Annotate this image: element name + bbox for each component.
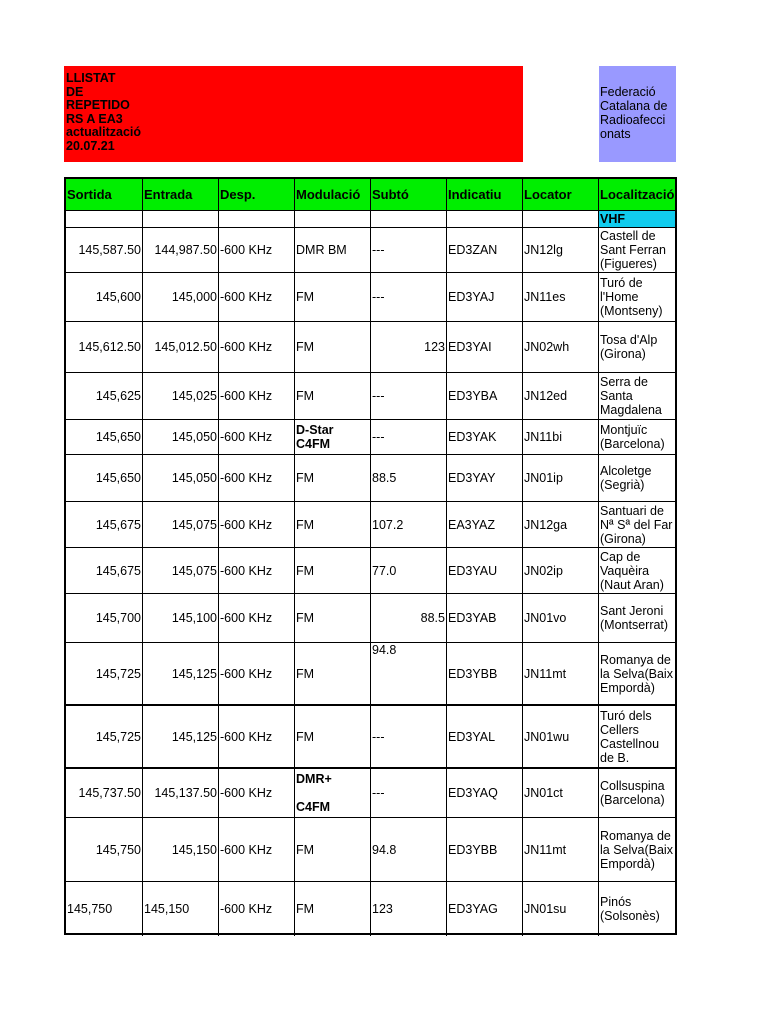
sortida-cell: 145,725 [66,643,143,704]
locator-cell: JN01su [523,882,599,936]
header-locator: Locator [523,179,599,210]
locator-cell: JN02ip [523,548,599,593]
entrada-cell: 145,125 [143,643,219,704]
subto-cell: 88.5 [371,594,447,642]
locator-cell: JN12ga [523,502,599,547]
organization-name: Federació Catalana de Radioafecci onats [600,85,668,141]
entrada-cell: 144,987.50 [143,228,219,272]
modulacio-cell: FM [295,594,371,642]
desp-cell: -600 KHz [219,882,295,936]
subto-cell: --- [371,769,447,817]
table-row [66,818,675,882]
entrada-cell: 145,150 [143,882,219,936]
indicatiu-cell: ED3YAI [447,322,523,372]
entrada-cell: 145,075 [143,502,219,547]
subto-cell: 94.8 [371,643,447,704]
locator-cell: JN01ip [523,455,599,501]
table-row [66,643,675,706]
organization-box [599,66,676,162]
desp-cell: -600 KHz [219,769,295,817]
modulacio-cell: DMR BM [295,228,371,272]
desp-cell: -600 KHz [219,322,295,372]
subto-cell: 123 [371,882,447,936]
entrada-cell: 145,000 [143,273,219,321]
entrada-cell: 145,050 [143,420,219,454]
subto-cell: 88.5 [371,455,447,501]
entrada-cell: 145,025 [143,373,219,419]
indicatiu-cell: ED3YAB [447,594,523,642]
sortida-cell: 145,650 [66,455,143,501]
desp-cell: -600 KHz [219,643,295,704]
sortida-cell: 145,650 [66,420,143,454]
locator-cell: JN12ed [523,373,599,419]
modulacio-cell: FM [295,706,371,767]
table-row [66,455,675,502]
localitzacio-cell: Castell de Sant Ferran (Figueres) [600,229,667,271]
localitzacio-cell: Pinós (Solsonès) [600,895,660,923]
indicatiu-cell: ED3YBB [447,643,523,704]
localitzacio-cell: Turó de l'Home (Montseny) [600,276,663,318]
localitzacio-cell: Romanya de la Selva(Baix Empordà) [600,828,673,871]
indicatiu-cell: ED3YAU [447,548,523,593]
sortida-cell: 145,750 [66,818,143,881]
locator-cell: JN11es [523,273,599,321]
document-title: LLISTAT DE REPETIDO RS A EA3 actualització 20.07.21 [66,71,142,153]
subto-cell: 107.2 [371,502,447,547]
title-box [64,66,523,162]
sortida-cell: 145,612.50 [66,322,143,372]
indicatiu-cell: ED3YAL [447,706,523,767]
modulacio-cell: DMR+ C4FM [295,769,371,817]
subto-cell: --- [371,420,447,454]
indicatiu-cell: ED3YBA [447,373,523,419]
sortida-cell: 145,750 [66,882,143,936]
sortida-cell: 145,587.50 [66,228,143,272]
modulacio-cell: FM [295,502,371,547]
localitzacio-cell: Turó dels Cellers Castellnou de B. [600,708,660,765]
locator-cell: JN01vo [523,594,599,642]
indicatiu-cell: ED3YAY [447,455,523,501]
subto-cell: --- [371,373,447,419]
locator-cell: JN11mt [523,643,599,704]
sortida-cell: 145,700 [66,594,143,642]
locator-cell: JN01wu [523,706,599,767]
locator-cell: JN01ct [523,769,599,817]
modulacio-cell: D-Star C4FM [295,420,371,454]
indicatiu-cell: ED3YAJ [447,273,523,321]
desp-cell: -600 KHz [219,502,295,547]
indicatiu-cell: ED3YAQ [447,769,523,817]
desp-cell: -600 KHz [219,373,295,419]
header-entrada: Entrada [143,179,219,210]
header-sortida: Sortida [66,179,143,210]
table-row [66,882,675,936]
locator-cell: JN11bi [523,420,599,454]
modulacio-cell: FM [295,322,371,372]
localitzacio-cell: Alcoletge (Segrià) [600,464,652,492]
header-subto: Subtó [371,179,447,210]
modulacio-cell: FM [295,882,371,936]
header-desp: Desp. [219,179,295,210]
sortida-cell: 145,600 [66,273,143,321]
localitzacio-cell: Romanya de la Selva(Baix Empordà) [600,652,673,695]
repeaters-table [64,177,677,935]
band-label-vhf: VHF [599,211,675,227]
modulacio-cell: FM [295,643,371,704]
entrada-cell: 145,050 [143,455,219,501]
entrada-cell: 145,100 [143,594,219,642]
table-row [66,706,675,769]
localitzacio-cell: Tosa d'Alp (Girona) [600,333,658,361]
modulacio-cell: FM [295,273,371,321]
header-modulacio: Modulació [295,179,371,210]
locator-cell: JN11mt [523,818,599,881]
table-row [66,420,675,455]
localitzacio-cell: Sant Jeroni (Montserrat) [600,604,669,632]
band-row [66,211,675,228]
subto-cell: --- [371,706,447,767]
table-row [66,594,675,643]
desp-cell: -600 KHz [219,455,295,501]
table-row [66,502,675,548]
table-row [66,273,675,322]
table-row [66,322,675,373]
entrada-cell: 145,012.50 [143,322,219,372]
desp-cell: -600 KHz [219,594,295,642]
modulacio-cell: FM [295,818,371,881]
subto-cell: --- [371,228,447,272]
sortida-cell: 145,675 [66,502,143,547]
table-row [66,548,675,594]
entrada-cell: 145,137.50 [143,769,219,817]
locator-cell: JN12lg [523,228,599,272]
modulacio-cell: FM [295,373,371,419]
subto-cell: 123 [371,322,447,372]
desp-cell: -600 KHz [219,273,295,321]
table-row [66,769,675,818]
header-indicatiu: Indicatiu [447,179,523,210]
indicatiu-cell: EA3YAZ [447,502,523,547]
locator-cell: JN02wh [523,322,599,372]
desp-cell: -600 KHz [219,420,295,454]
sortida-cell: 145,725 [66,706,143,767]
entrada-cell: 145,125 [143,706,219,767]
desp-cell: -600 KHz [219,818,295,881]
desp-cell: -600 KHz [219,228,295,272]
desp-cell: -600 KHz [219,548,295,593]
sortida-cell: 145,737.50 [66,769,143,817]
subto-cell: 94.8 [371,818,447,881]
indicatiu-cell: ED3ZAN [447,228,523,272]
table-row [66,373,675,420]
localitzacio-cell: Collsuspina (Barcelona) [600,779,665,807]
modulacio-cell: FM [295,455,371,501]
localitzacio-cell: Santuari de Nª Sª del Far (Girona) [600,503,673,546]
modulacio-cell: FM [295,548,371,593]
header-localitzacio: Localització [599,179,675,210]
localitzacio-cell: Serra de Santa Magdalena [600,375,662,417]
indicatiu-cell: ED3YAG [447,882,523,936]
sortida-cell: 145,625 [66,373,143,419]
table-row [66,228,675,273]
subto-cell: --- [371,273,447,321]
indicatiu-cell: ED3YBB [447,818,523,881]
sortida-cell: 145,675 [66,548,143,593]
indicatiu-cell: ED3YAK [447,420,523,454]
localitzacio-cell: Montjuïc (Barcelona) [600,423,665,451]
desp-cell: -600 KHz [219,706,295,767]
entrada-cell: 145,075 [143,548,219,593]
entrada-cell: 145,150 [143,818,219,881]
localitzacio-cell: Cap de Vaquèira (Naut Aran) [600,549,664,592]
subto-cell: 77.0 [371,548,447,593]
table-header [66,179,675,211]
